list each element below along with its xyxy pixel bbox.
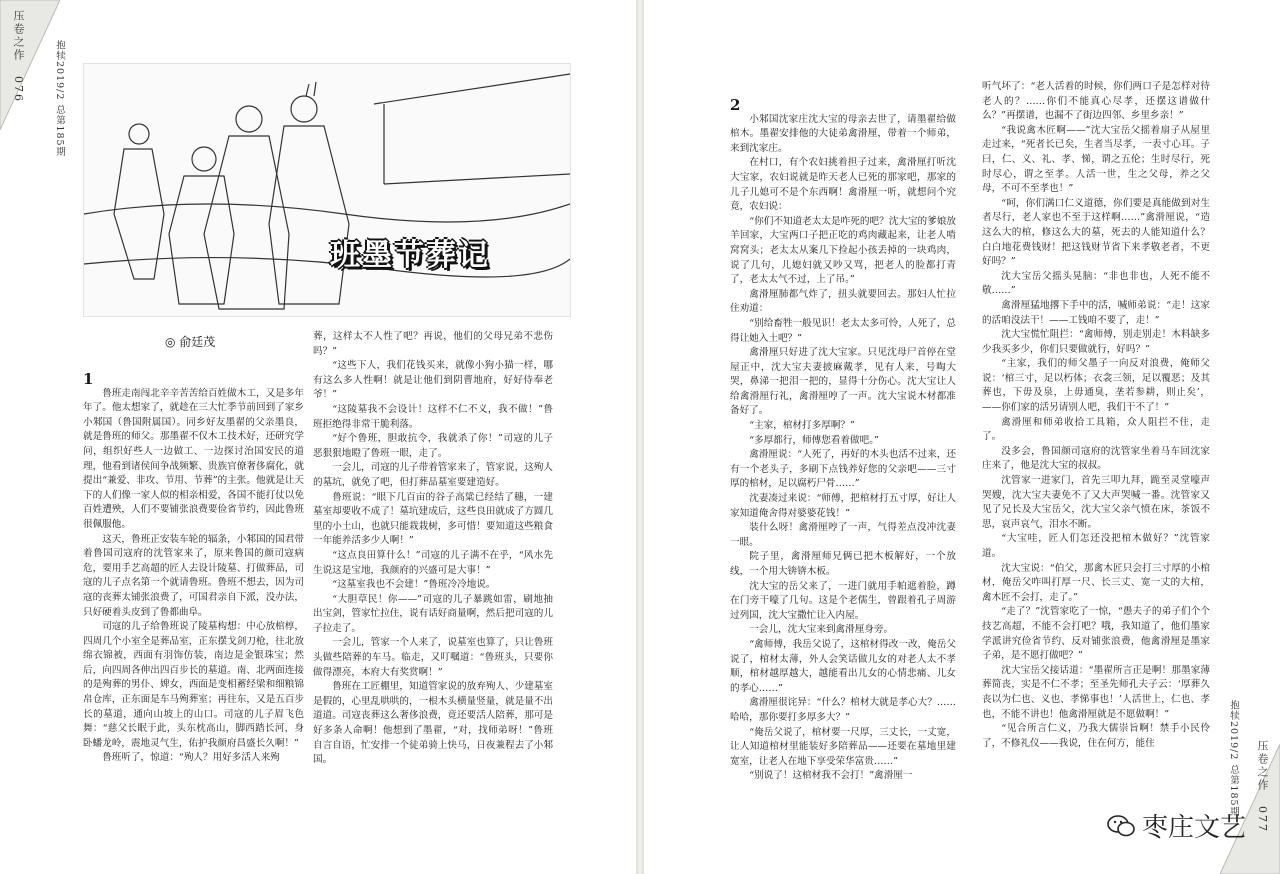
paragraph: “多厚都行，师傅您看着做吧。” bbox=[749, 434, 879, 446]
paragraph: 听气坏了：“老人活着的时候，你们两口子是怎样对待老人的？……你们不能真心尽孝，还摆这谱做什么？”再摆谱，也漏不了街边四邻、乡里乡亲！” bbox=[982, 81, 1210, 122]
paragraph: 沈大宝慌忙阻拦：“禽师傅，别走别走！木料缺多少我买多少，你们只要做就行，好吗？” bbox=[982, 329, 1210, 355]
right-side-tab bbox=[1252, 740, 1270, 833]
right-tab-page: 077 bbox=[1256, 805, 1269, 833]
right-tab-section: 压卷之作 bbox=[1256, 740, 1269, 792]
paragraph: 沈大宝说：“伯父，那禽木匠只会打三寸厚的小棺材，俺岳父咋叫打厚一尺、长三丈、宽一丈的大棺，禽木匠不会打，走了。” bbox=[982, 562, 1210, 603]
paragraph: 禽滑厘很诧异：“什么？棺材大就是孝心大？……哈哈，那你要打多厚多大？” bbox=[730, 697, 956, 723]
paragraph: 沈大宝的岳父来了，一进门就用手帕遮着脸，蹲在门旁干嚎了几句。这是个老儒生，曾跟着孔子周游过列国，沈大宝撒忙让入内屋。 bbox=[730, 580, 956, 621]
paragraph: “这点良田算什么！”司寇的儿子满不在乎，“风水先生说这是宝地，我颜府的兴盛可是大事！” bbox=[313, 549, 553, 576]
paragraph: “俺岳父说了，棺材要一尺厚，三丈长，一丈宽，让人知道棺材里能装好多陪葬品——还要在墓地里建宽室，让老人在地下享受荣华富贵……” bbox=[730, 726, 956, 767]
article-title: 班墨节葬记 bbox=[330, 238, 490, 273]
article-illustration bbox=[83, 63, 571, 317]
paragraph: 院子里，禽滑厘师兄俩已把木板解好，一个放线，一个用大锛锛木板。 bbox=[730, 551, 956, 577]
paragraph: 鲁班说：“眼下几百亩的谷子高粱已经结了穗，一建墓室却要收不成了！墓坑建成后，这些良田就成了方圆几里的小土山，也就只能栽栽树，多可惜！要知道这些粮食一年能养活多少人啊！” bbox=[313, 491, 553, 547]
paragraph: 沈妻凑过来说：“师傅，把棺材打五寸厚，好让人家知道俺舍得对婆婆花钱！” bbox=[730, 493, 956, 519]
paragraph: “走了？”沈管家吃了一惊，“愚夫子的弟子们个个技艺高超，不能不会打吧？哦，我知道了，他们墨家学派讲究俭省节约、反对铺张浪费，他禽滑厘是墨家子弟，是不愿打做吧？” bbox=[982, 606, 1210, 662]
article-author: ◎ 俞廷茂 bbox=[165, 335, 216, 349]
section-number-2: 2 bbox=[730, 98, 741, 114]
left-issue: 抱犊2019/2 总第185期 bbox=[54, 40, 65, 158]
paragraph: 一会儿，沈大宝来到禽滑厘身旁。 bbox=[749, 624, 894, 636]
paragraph: 禽滑厘说：“人死了，再好的木头也活不过来，还有一个老头子，多刷下点钱养好您的父亲吧——三寸厚的棺材，足以腐朽尸骨……” bbox=[730, 449, 956, 490]
paragraph: 装什么呀！禽滑厘哼了一声，气得差点没冲沈妻一眼。 bbox=[730, 522, 956, 548]
left-header bbox=[48, 40, 66, 157]
paragraph: 沈管家一进家门，首先三叩九拜，跪至灵堂嚎声哭嫂，沈大宝夫妻免不了又大声哭喊一番。沈管家又见了兄长及大宝岳父，沈大宝父亲气愤在床，茶饭不思，哀声哀气，泪水不断。 bbox=[982, 475, 1210, 530]
paragraph: “别说了！这棺材我不会打！”禽滑厘一 bbox=[749, 770, 913, 782]
paragraph: “你们不知道老太太是咋死的吧？沈大宝的爹娘放羊回家，大宝两口子把正吃的鸡肉藏起来，让老人啃窝窝头；老太太从案几下捡起小孩丢掉的一块鸡肉，说了几句，儿媳妇就又吵又骂，把老人的脸都打青了，老太太气不过，上了吊。” bbox=[730, 215, 956, 286]
paragraph: “呵，你们满口仁义道德，你们要是真能做到对生者尽行，老人家也不至于这样啊……”禽滑厘说，“造这么大的棺，修这么大的墓，死去的人能知道什么？白白地花费钱财！把这钱财节省下来孝敬老者，不更好吗？” bbox=[982, 197, 1210, 268]
paragraph: 禽滑厘和师弟收拾工具箱，众人阻拦不住，走了。 bbox=[982, 416, 1210, 443]
paragraph: “好个鲁班，胆敢抗令，我就杀了你！”司寇的儿子恶狠狠地瞪了鲁班一眼，走了。 bbox=[313, 433, 553, 459]
ancient-figures-illustration bbox=[84, 64, 570, 316]
paragraph: “见合所言仁义，乃我大儒崇旨啊！禁手小民伶了，不修礼仪——我说，住在何方，能住 bbox=[982, 723, 1210, 749]
left-side-tab bbox=[8, 10, 26, 103]
paragraph: 沈大宝岳父摇头晃脑：“非也非也，人死不能不敬……” bbox=[982, 270, 1210, 297]
paragraph: 鲁班听了，惊道：“殉人？用好多活人来殉 bbox=[102, 752, 280, 764]
right-column-2 bbox=[982, 80, 1210, 820]
paragraph: “主家，棺材打多厚啊？” bbox=[749, 420, 855, 432]
paragraph: 葬，这样太不人性了吧？再说，他们的父母兄弟不悲伤吗？” bbox=[313, 331, 553, 357]
paragraph: 一会儿，司寇的儿子带着管家来了，管家说，这殉人的墓坑，就免了吧，但打葬品墓室要建造好。 bbox=[313, 462, 553, 488]
paragraph: 在村口，有个农妇挑着担子过来，禽滑厘打听沈大宝家，农妇说就是昨天老人已死的那家吧，那家的儿子儿媳可不是个东西啊！禽滑厘一听，就想问个究竟，农妇说： bbox=[730, 157, 956, 213]
paragraph: 没多会，鲁国颜司寇府的沈管家坐着马车回沈家庄来了，他是沈大宝的叔叔。 bbox=[982, 445, 1210, 472]
paragraph: “我说禽木匠啊——”沈大宝岳父摇着扇子从屋里走过来，“死者长已矣，生者当尽孝，一表寸心耳。子曰，仁、义、礼、孝、悌，谓之五伦；生时尽行，死时尽心，谓之至孝。人活一世，生之父母，养之父母，不可不至孝也！” bbox=[982, 124, 1210, 195]
left-column-1 bbox=[83, 372, 304, 842]
right-page bbox=[644, 0, 1280, 874]
paragraph: “大宝哇，匠人们怎还没把棺木做好？”沈管家道。 bbox=[982, 533, 1210, 559]
left-page bbox=[0, 0, 636, 874]
paragraph: 一会儿，管家一个人来了，说墓室也算了，只让鲁班头做些陪葬的车马。临走，又叮嘱道：“鲁班头，只要你做得漂亮，本府大有奖赏啊！” bbox=[313, 637, 553, 678]
paragraph: 禽滑厘猛地撂下手中的活，喊师弟说：“走！这家的活咱没法干！——工钱咱不要了，走！” bbox=[982, 299, 1210, 326]
left-column-2 bbox=[313, 330, 553, 842]
paragraph: “禽师傅，我岳父说了，这棺材得改一改，俺岳父说了，棺材太薄，外人会笑话做儿女的对老人太不孝顺，棺材越厚越大，越能看出儿女的心情悲痛、儿女的孝心……” bbox=[730, 638, 956, 694]
paragraph: 禽滑厘肺都气炸了，扭头就要回去。那妇人忙拉住劝道： bbox=[730, 288, 956, 315]
paragraph: 禽滑厘只好进了沈大宝家。只见沈母尸首停在堂屋正中，沈大宝夫妻披麻戴孝，见有人来，号啕大哭，鼻涕一把泪一把的，显得十分伤心。沈大宝让人给禽滑厘行礼，禽滑厘哼了一声。沈大宝说木材都准备好了。 bbox=[730, 347, 956, 417]
book-gutter bbox=[636, 0, 644, 874]
paragraph: “别给畜牲一般见识！老太太多可怜，人死了，总得让她入土吧？” bbox=[730, 317, 956, 344]
paragraph: “主家，我们的师父墨子一向反对浪费，俺师父说：‘棺三寸，足以朽体；衣衾三领，足以覆恶；及其葬也，下毋及泉，上毋通臭，垄若参耕，则止矣’，——你们家的活另请别人吧，我们干不了！” bbox=[982, 358, 1210, 414]
paragraph: 司寇的儿子给鲁班说了陵墓构想：中心放棺椁，四周几个小室全是葬品室，正东摆戈剑刀枪，往北放绵衣锦被，西面有羽饰仿装，南边是金银珠宝；然后，向四周各伸出四百步长的墓道。南、北两面连接的是殉葬的男仆、婢女，西面是变相蓄经梁和细粮锦帛仓库，正东面是车马殉葬室；再往东，又是五百步长的墓道，通向山坡上的山口。司寇的儿子眉飞色舞：“慈父长眠于此，头东枕高山，脚西踏长河，身卧蟠龙岭，震地灵气生，佑护我颜府昌盛长久啊！” bbox=[83, 621, 304, 749]
watermark bbox=[1106, 807, 1246, 844]
paragraph: “这些下人，我们花钱买来，就像小狗小猫一样，哪有这么多人性啊！就是让他们到阴曹地府，好好侍奉老爷！” bbox=[313, 360, 553, 401]
right-issue: 抱犊2019/2 总第185期 bbox=[1228, 700, 1239, 818]
section-number-1: 1 bbox=[83, 372, 94, 388]
paragraph: 小邾国沈家庄沈大宝的母亲去世了，请墨翟给做棺木。墨翟安排他的大徒弟禽滑厘，带着一个师弟，来到沈家庄。 bbox=[730, 113, 956, 154]
wechat-icon bbox=[1106, 814, 1136, 838]
paragraph: “大胆草民！你——”司寇的儿子暴跳如雷，刷地抽出宝剑，管家忙拉住，说有话好商量啊，然后把司寇的儿子拉走了。 bbox=[313, 593, 553, 634]
watermark-text: 枣庄文艺 bbox=[1141, 813, 1246, 843]
paragraph: “这陵墓我不会设计！这样不仁不义，我不做！”鲁班拒绝得非常干脆利落。 bbox=[313, 403, 553, 430]
paragraph: “这墓室我也不会建！”鲁班冷冷地说。 bbox=[332, 579, 496, 591]
paragraph: 沈大宝岳父接话道：“墨翟所言正是啊！那墨家薄葬简丧，实是不仁不孝；至圣先师孔夫子云：‘厚葬久丧以为仁也、义也、孝悌事也！’人活世上，仁也、孝也，不能不讲也！他禽滑厘就是不愿做啊！” bbox=[982, 664, 1210, 720]
paragraph: 鲁班走南闯北辛辛苦苦给百姓做木工，又是多年年了。他太想家了，就趁在三大忙季节前回到了家乡小邾国（鲁国附属国）。同乡好友墨翟的父亲墨良，就是鲁班的师父。那墨翟不仅木工技术好，还研究学问，组织好些人一边做工、一边探讨治国安民的道理，他看到诸侯间争战频繁、贵族官僚奢侈腐化，就提出“兼爱、非攻、节用、节葬”的主张。他就是让天下的人们像一家人似的相亲相爱，各国不能打仗以免百姓遭殃，人们不要铺张浪费要俭省节约，因此鲁班很佩服他。 bbox=[83, 387, 304, 530]
left-tab-page: 076 bbox=[12, 75, 25, 103]
right-column-1 bbox=[730, 98, 956, 818]
paragraph: 鲁班在工匠棚里，知道管家说的放弃殉人、少建墓室是假的，心里乱哄哄的，一根木头横量竖量，就是量不出道道。司寇丧葬这么奢侈浪费，竟还要活人陪葬，那可是好多条人命啊！他想到了墨翟，“对，找师弟呀！”鲁班自言自语，忙安排一个徒弟骑上快马，日夜兼程去了小邾国。 bbox=[313, 681, 553, 766]
left-tab-section: 压卷之作 bbox=[12, 10, 25, 62]
paragraph: 这天，鲁班正安装车轮的辐条，小邾国的国君带着鲁国司寇府的沈管家来了，原来鲁国的颜司寇病危，要用手艺高超的匠人去设计陵墓、打做葬品，司寇的儿子点名第一个就请鲁班。鲁班不想去，因为司寇的丧葬太铺张浪费了，可国君亲自下派，没办法，只好硬着头皮到了鲁都曲阜。 bbox=[83, 533, 304, 618]
